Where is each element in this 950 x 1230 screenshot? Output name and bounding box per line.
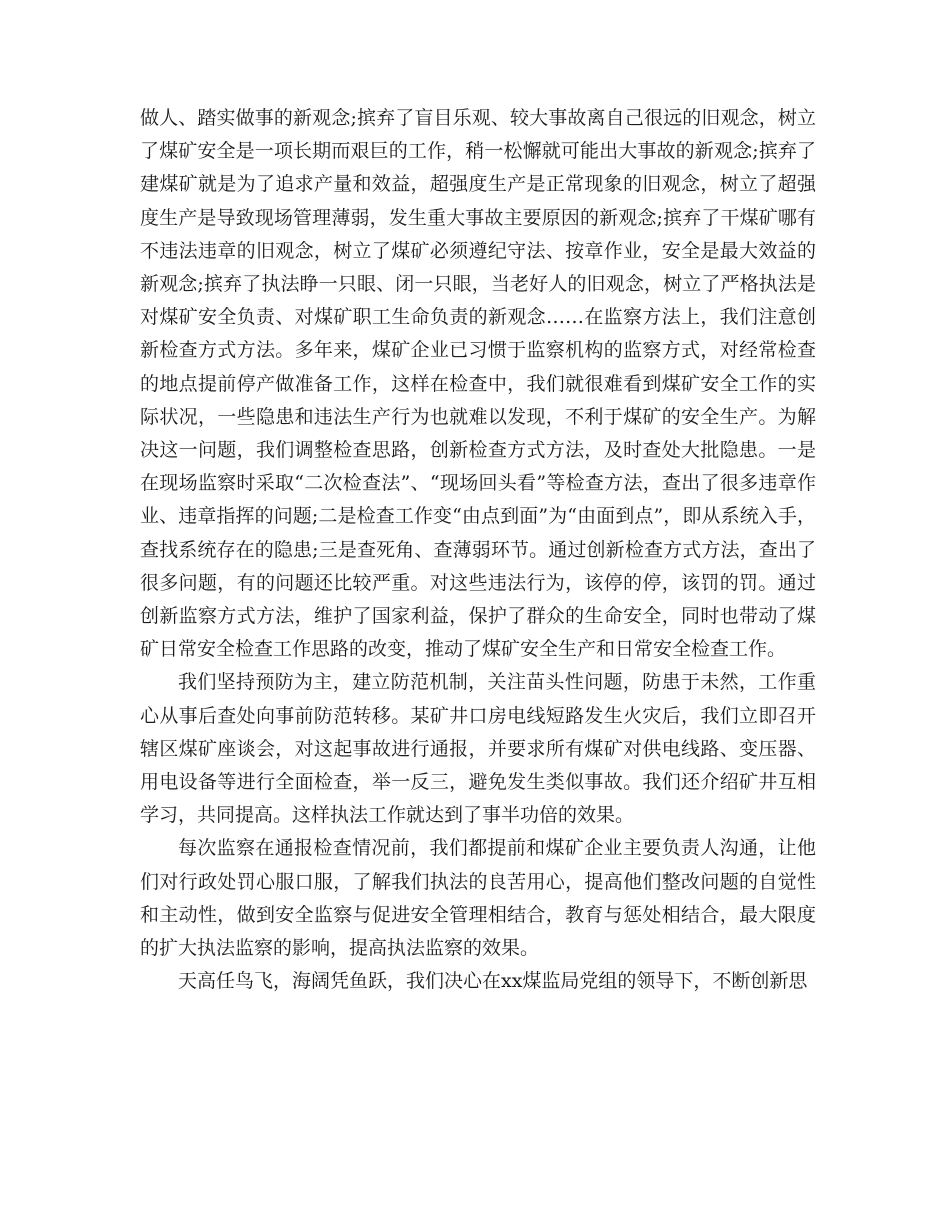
paragraph-4: 天高任鸟飞，海阔凭鱼跃，我们决心在xx煤监局党组的领导下，不断创新思 (178, 970, 808, 993)
paragraph-3: 每次监察在通报检查情况前，我们都提前和煤矿企业主要负责人沟通，让他们对行政处罚心服口服，了解我们执法的良苦用心，提高他们整改问题的自觉性和主动性，做到安全监察与促进安全管理相结合，教育与惩处相结合，最大限度的扩大执法监察的影响，提高执法监察的效果。 (140, 837, 816, 960)
document-body (140, 102, 816, 998)
paragraph-2: 我们坚持预防为主，建立防范机制，关注苗头性问题，防患于未然，工作重心从事后查处向事前防范转移。某矿井口房电线短路发生火灾后，我们立即召开辖区煤矿座谈会，对这起事故进行通报，并要求所有煤矿对供电线路、变压器、用电设备等进行全面检查，举一反三，避免发生类似事故。我们还介绍矿井互相学习，共同提高。这样执法工作就达到了事半功倍的效果。 (140, 671, 816, 827)
paragraph-1: 做人、踏实做事的新观念;摈弃了盲目乐观、较大事故离自己很远的旧观念，树立了煤矿安全是一项长期而艰巨的工作，稍一松懈就可能出大事故的新观念;摈弃了建煤矿就是为了追求产量和效益，超强度生产是正常现象的旧观念，树立了超强度生产是导致现场管理薄弱，发生重大事故主要原因的新观念;摈弃了干煤矿哪有不违法违章的旧观念，树立了煤矿必须遵纪守法、按章作业，安全是最大效益的新观念;摈弃了执法睁一只眼、闭一只眼，当老好人的旧观念，树立了严格执法是对煤矿安全负责、对煤矿职工生命负责的新观念……在监察方法上，我们注意创新检查方式方法。多年来，煤矿企业已习惯于监察机构的监察方式，对经常检查的地点提前停产做准备工作，这样在检查中，我们就很难看到煤矿安全工作的实际状况，一些隐患和违法生产行为也就难以发现，不利于煤矿的安全生产。为解决这一问题，我们调整检查思路，创新检查方式方法，及时查处大批隐患。一是在现场监察时采取“二次检查法”、“现场回头看”等检查方法，查出了很多违章作业、违章指挥的问题;二是检查工作变“由点到面”为“由面到点”，即从系统入手，查找系统存在的隐患;三是查死角、查薄弱环节。通过创新检查方式方法，查出了很多问题，有的问题还比较严重。对这些违法行为，该停的停，该罚的罚。通过创新监察方式方法，维护了国家利益，保护了群众的生命安全，同时也带动了煤矿日常安全检查工作思路的改变，推动了煤矿安全生产和日常安全检查工作。 (140, 107, 816, 661)
